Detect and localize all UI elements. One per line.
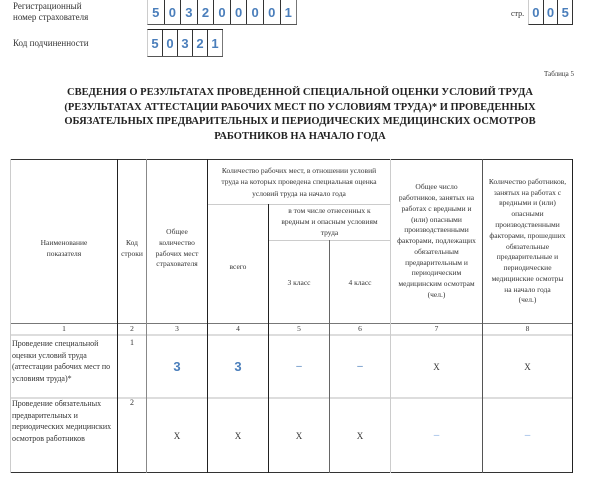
- row-code: 1: [130, 338, 134, 347]
- page-label: стр.: [511, 9, 525, 18]
- subordination-code-digit[interactable]: 0: [163, 30, 178, 56]
- column-header-class3: 3 класс: [287, 278, 311, 288]
- subordination-code-digit[interactable]: 1: [208, 30, 223, 56]
- column-number: 7: [434, 323, 439, 333]
- column-number: 1: [62, 323, 66, 333]
- page-number-digit[interactable]: 0: [529, 0, 544, 24]
- column-number: 4: [236, 323, 240, 333]
- table-caption: Таблица 5: [544, 70, 574, 78]
- table-border-bottom: [10, 472, 573, 473]
- column-number: 3: [175, 323, 179, 333]
- reg-number-digit[interactable]: 5: [148, 0, 165, 24]
- value-workers-subject: X: [433, 361, 440, 372]
- reg-number-digit[interactable]: 1: [281, 0, 298, 24]
- value-class3: X: [295, 430, 303, 441]
- row-code: 2: [130, 398, 134, 407]
- page-number-field[interactable]: [528, 0, 573, 25]
- value-workers-subject[interactable]: –: [433, 430, 440, 441]
- row-name: Проведение обязательных предварительных и периодических медицинских осмотров работников: [12, 399, 112, 443]
- reg-number-field[interactable]: [147, 0, 297, 25]
- value-workers-passed[interactable]: –: [524, 430, 531, 441]
- column-number: 2: [130, 323, 134, 333]
- subordination-code-field[interactable]: [147, 29, 223, 57]
- column-header-total-workplaces: Общее количество рабочих мест страхователя: [155, 226, 199, 269]
- column-header-workers-passed: Количество работников, занятых на работах с вредными и (или) опасными производственными факторами, прошедших обязательные предварительные и периодические медицинские осмотры на начало года (чел.): [488, 176, 567, 305]
- column-group-header-harmful: в том числе отнесенных к вредным и опасным условиям труда: [281, 206, 378, 237]
- reg-number-digit[interactable]: 3: [181, 0, 198, 24]
- reg-number-digit[interactable]: 2: [198, 0, 215, 24]
- value-assessed-total[interactable]: 3: [234, 359, 242, 374]
- page-number-digit[interactable]: 0: [544, 0, 559, 24]
- value-class4[interactable]: –: [357, 361, 363, 372]
- column-number: 5: [297, 323, 301, 333]
- subordination-code-label: Код подчиненности: [13, 38, 89, 48]
- table-border-right: [572, 159, 573, 473]
- column-number: 6: [358, 323, 362, 333]
- reg-number-digit[interactable]: 0: [231, 0, 248, 24]
- row-name: Проведение специальной оценки условий труда (аттестации рабочих мест по условиям труда)*: [12, 339, 111, 383]
- reg-number-digit[interactable]: 0: [214, 0, 231, 24]
- column-header-name: Наименование показателя: [40, 237, 88, 258]
- value-class3[interactable]: –: [296, 361, 302, 372]
- column-header-workers-subject: Общее число работников, занятых на работах с вредными и (или) опасными производственными факторами, подлежащих обязательным предварительным и периодическим медицинским осмотрам (чел.): [397, 182, 476, 300]
- column-header-code: Код строки: [121, 237, 143, 258]
- reg-number-digit[interactable]: 0: [247, 0, 264, 24]
- value-total-workplaces[interactable]: 3: [173, 359, 181, 374]
- subordination-code-digit[interactable]: 3: [178, 30, 193, 56]
- value-total-workplaces: X: [173, 430, 181, 441]
- value-assessed-total: X: [234, 430, 242, 441]
- reg-number-digit[interactable]: 0: [264, 0, 281, 24]
- subordination-code-digit[interactable]: 5: [148, 30, 163, 56]
- page-number-digit[interactable]: 5: [558, 0, 573, 24]
- column-number: 8: [525, 323, 530, 333]
- document-title: СВЕДЕНИЯ О РЕЗУЛЬТАТАХ ПРОВЕДЕННОЙ СПЕЦИАЛЬНОЙ ОЦЕНКИ УСЛОВИЙ ТРУДА (РЕЗУЛЬТАТАХ АТТЕСТАЦИИ РАБОЧИХ МЕСТ ПО УСЛОВИЯМ ТРУДА)* И ПРОВЕДЕННЫХ ОБЯЗАТЕЛЬНЫХ ПРЕДВАРИТЕЛЬНЫХ И ПЕРИОДИЧЕСКИХ МЕДИЦИНСКИХ ОСМОТРОВ РАБОТНИКОВ НА НАЧАЛО ГОДА: [64, 87, 536, 142]
- column-header-class4: 4 класс: [348, 278, 372, 288]
- reg-number-digit[interactable]: 0: [165, 0, 182, 24]
- value-class4: X: [356, 430, 364, 441]
- subordination-code-digit[interactable]: 2: [193, 30, 208, 56]
- column-header-assessed-total: всего: [229, 262, 247, 272]
- value-workers-passed: X: [524, 361, 531, 372]
- reg-number-label: Регистрационный номер страхователя: [13, 1, 89, 22]
- column-group-header-assessed: Количество рабочих мест, в отношении условий труда на которых проведена специальная оценка условий труда на начало года: [221, 165, 377, 198]
